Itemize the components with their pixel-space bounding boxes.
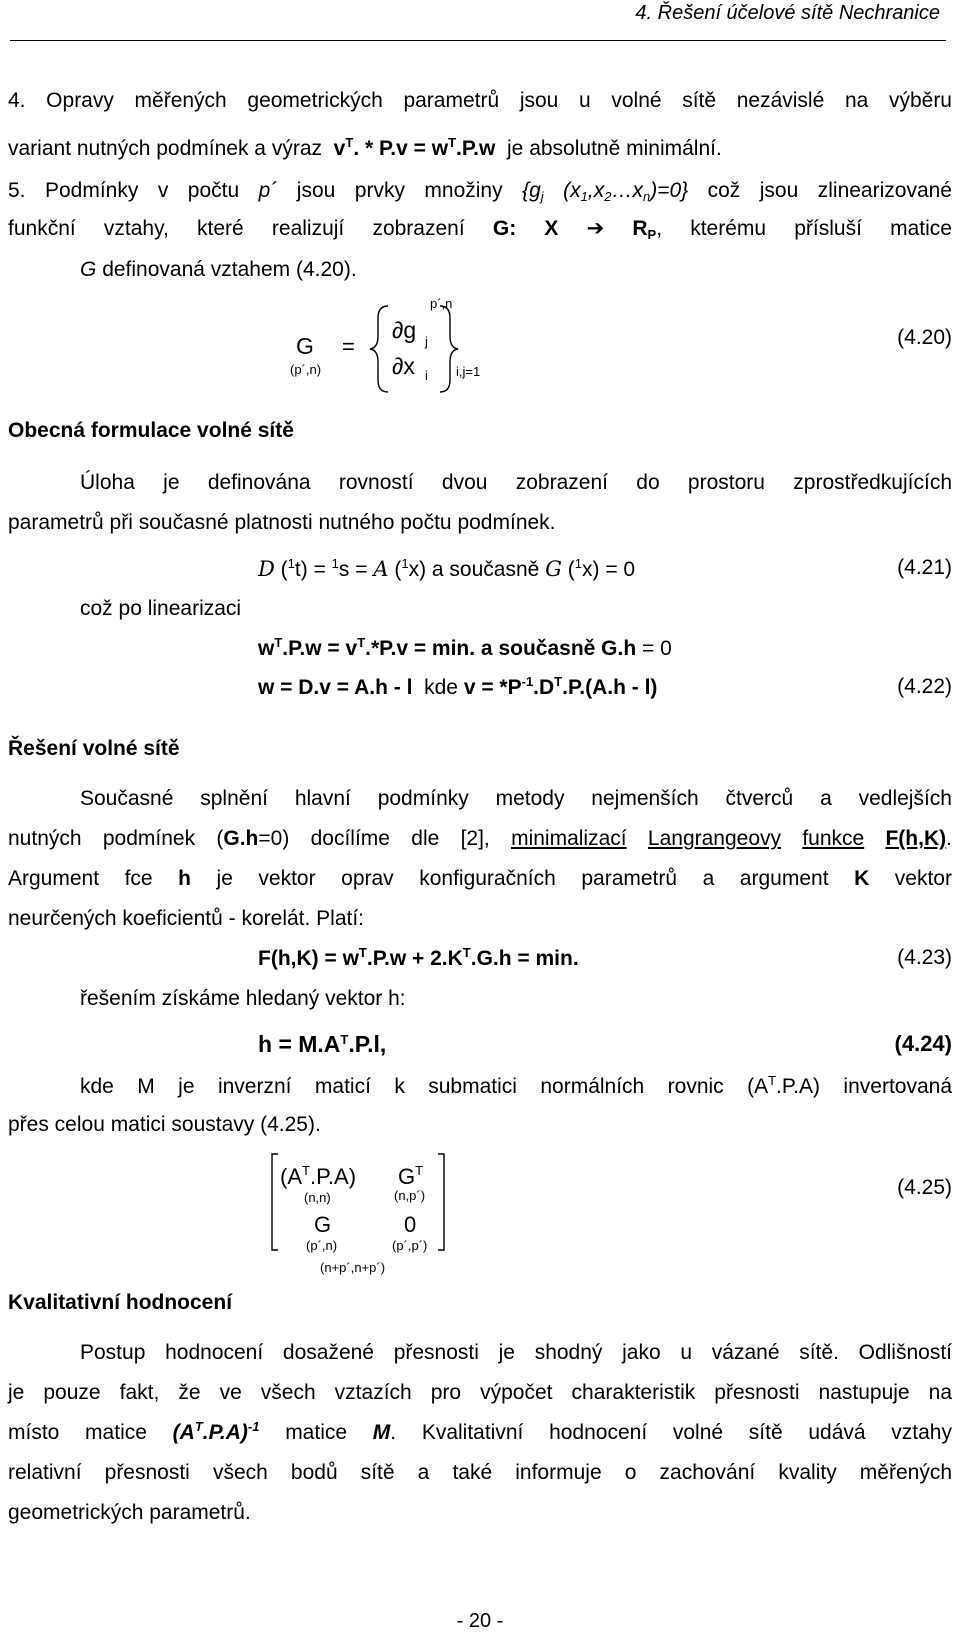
item4-line1: 4. Opravy měřených geometrických parametrů jsou u volné sítě nezávislé na výběru — [8, 89, 952, 112]
eq422a-sup1: T — [274, 635, 283, 650]
sec2-l3-c: je vektor oprav konfiguračních parametrů a argument — [216, 867, 829, 890]
sec3-l3-sup1: T — [194, 1419, 203, 1434]
eq424-sup: T — [340, 1032, 349, 1047]
eq425-m11: $(A^T.P.A)$ — [280, 1163, 357, 1189]
sec2-l2-F: F(h,K) — [885, 827, 947, 850]
eq421-s4: 1 — [574, 556, 582, 571]
item5-l1-x1: 1 — [580, 189, 588, 204]
eq422b-kde: kde — [424, 676, 458, 699]
item5-l1-g: {g — [522, 179, 541, 202]
sec2-line4: neurčených koeficientů - korelát. Platí: — [8, 907, 365, 930]
item5-l2-map: G: X — [492, 217, 559, 240]
eq425-m21-sub: (p´,n) — [306, 1238, 338, 1253]
sec2-l2-a: nutných podmínek ( — [8, 827, 224, 850]
item5-l1-xn: …x — [611, 179, 643, 202]
section-heading-qualitative: Kvalitativní hodnocení — [8, 1291, 233, 1314]
eq421-s3: 1 — [401, 556, 409, 571]
eq421-t2: s = — [338, 558, 374, 581]
item5-l1-gsub: j — [540, 189, 544, 204]
solve-text: řešením získáme hledaný vektor h: — [80, 987, 406, 1010]
eq423-sup1: T — [358, 945, 367, 960]
eq420-label: (4.20) — [897, 326, 952, 349]
sec3-l3-a: místo matice — [8, 1421, 147, 1444]
equation-4-22b — [258, 675, 960, 701]
eq424-b: .P.l, — [348, 1031, 387, 1057]
item4-expr-sup2: T — [448, 135, 457, 150]
eq421-t4: x) = 0 — [582, 558, 636, 581]
eq420-num: ∂g — [392, 317, 417, 343]
sec2b-l1-a: kde M je inverzní maticí k submatici normálních rovnic (A — [80, 1075, 769, 1098]
eq423-c: .G.h = min. — [470, 947, 579, 970]
eq420-left-brace — [370, 306, 388, 392]
eq425-m11-sub: (n,n) — [304, 1190, 331, 1205]
eq425-m22-sub: (p´,p´) — [392, 1238, 428, 1253]
item5-l1-x2a: ,x — [587, 179, 605, 202]
sec2b-l1-b: .P.A) invertovaná — [776, 1075, 953, 1098]
eq424-a: h = M.A — [258, 1031, 341, 1057]
eq421-A: A — [373, 557, 389, 581]
item4-line2-post: je absolutně minimální. — [507, 137, 722, 160]
eq421-p2: ( — [388, 558, 402, 581]
eq420-G-sub: (p´,n) — [290, 362, 322, 377]
eq422b-a: w = D.v = A.h - l — [258, 676, 413, 699]
item5-l1-m: což jsou zlinearizované — [707, 179, 952, 202]
equation-4-20 — [270, 292, 550, 402]
eq421-G: G — [545, 557, 562, 581]
item5-line3 — [80, 257, 960, 283]
sec3-line4: relativní přesnosti všech bodů sítě a také informuje o zachování kvality měřených — [8, 1461, 952, 1484]
eq425-m12-sub: (n,p´) — [394, 1188, 426, 1203]
eq422-label: (4.22) — [897, 675, 952, 698]
eq422a-sup2: T — [357, 635, 366, 650]
arrow-right-icon: ➔ — [586, 217, 605, 240]
eq421-p3: ( — [561, 558, 575, 581]
sec2b-l1-sup: T — [768, 1073, 777, 1088]
eq423-b: .P.w + 2.K — [366, 947, 463, 970]
item5-l1-n: n — [642, 189, 651, 204]
sec3-l3-c: .P.A) — [202, 1421, 248, 1444]
sec2-l2-dot: . — [946, 827, 952, 850]
running-header: 4. Řešení účelové sítě Nechranice — [635, 2, 940, 24]
eq422b-d: .D — [533, 676, 555, 699]
section-heading-general: Obecná formulace volné sítě — [8, 419, 294, 442]
eq425-m22: 0 — [404, 1212, 417, 1237]
eq420-sup: p´,n — [430, 296, 453, 311]
sec1-line1: Úloha je definována rovností dvou zobrazení do prostoru zprostředkujících — [80, 471, 952, 494]
item4-line2-pre: variant nutných podmínek a výraz — [8, 137, 322, 160]
item5-line2 — [8, 216, 952, 242]
eq422b-c: v = *P — [463, 676, 522, 699]
eq422a-w: w — [258, 637, 275, 660]
sec2-l2-c: =0) docílíme dle [2], — [258, 827, 490, 850]
eq423-a: F(h,K) = w — [258, 947, 359, 970]
item5-l2-a: funkční vztahy, které realizují zobrazení — [8, 217, 465, 240]
eq422b-sup2: T — [554, 674, 563, 689]
eq425-m12: $G^T$ — [398, 1163, 424, 1189]
eq423-label: (4.23) — [897, 946, 952, 969]
eq421-label: (4.21) — [897, 556, 952, 579]
item5-l2-Rsub: P — [647, 227, 657, 242]
sec3-l3-M: M — [372, 1421, 391, 1444]
eq421-s2: 1 — [331, 556, 339, 571]
eq421-D: D — [258, 557, 275, 581]
sec3-line2: je pouze fakt, že ve všech vztazích pro výpočet charakteristik přesnosti nastupuje na — [8, 1381, 952, 1404]
sec2-l2-Gh: G.h — [223, 827, 259, 850]
header-rule — [10, 40, 946, 41]
eq421-t1: t) = — [294, 558, 332, 581]
eq425-m21: G — [314, 1212, 332, 1237]
eq420-G: G — [296, 333, 314, 359]
sec2-l2-min: minimalizací — [511, 827, 627, 850]
sec3-l3-sup2: -1 — [247, 1419, 260, 1434]
item5-l1-p: p´ — [258, 179, 278, 202]
eq421-t3: x) a současně — [408, 558, 546, 581]
item5-l2-R: R — [632, 217, 648, 240]
sec2-l2-fn: funkce — [802, 827, 865, 850]
item5-l2-e: , kterému přísluší matice — [656, 217, 952, 240]
sec3-l3-d: matice — [285, 1421, 348, 1444]
page-number: - 20 - — [456, 1610, 504, 1632]
sec2-line2 — [8, 826, 952, 852]
equation-4-21 — [258, 556, 960, 582]
eq422b-sup1: -1 — [521, 674, 534, 689]
eq425-dim: (n+p´,n+p´) — [320, 1260, 386, 1275]
sec2-l3-e: vektor — [894, 867, 952, 890]
eq424-label: (4.24) — [894, 1031, 952, 1056]
sec2-l3-a: Argument fce — [8, 867, 153, 890]
item4-expr-v: v — [333, 137, 346, 160]
eq422a-b: .P.w = v — [282, 637, 358, 660]
sec2-l3-h: h — [178, 867, 191, 890]
eq425-left-bracket — [272, 1154, 278, 1250]
eq420-equals: = — [342, 334, 355, 359]
item5-l1-a: 5. Podmínky v počtu — [8, 179, 240, 202]
sec3-line1: Postup hodnocení dosažené přesnosti je shodný jako u vázané sítě. Odlišností — [80, 1341, 952, 1364]
item4-expr-end: .P.w — [456, 137, 496, 160]
item5-l1-x: (x — [563, 179, 581, 202]
sec2-l3-K: K — [854, 867, 870, 890]
equation-4-25 — [270, 1150, 510, 1278]
eq420-right-brace — [440, 306, 458, 392]
eq425-right-bracket — [438, 1154, 444, 1250]
equation-4-24 — [258, 1031, 960, 1057]
sec2-line1: Současné splnění hlavní podmínky metody nejmenších čtverců a vedlejších — [80, 787, 952, 810]
equation-4-22a — [258, 636, 960, 662]
sec3-line5: geometrických parametrů. — [8, 1501, 251, 1524]
item5-l1-x2: 2 — [604, 189, 612, 204]
item4-expr-mid: . * P.v = w — [353, 137, 449, 160]
sec3-line3 — [8, 1420, 952, 1446]
sec2-l2-lang: Langrangeovy — [647, 827, 782, 850]
eq420-num-sub: j — [425, 334, 428, 349]
eq420-den-sub: i — [425, 368, 428, 383]
item5-l3-b: definovaná vztahem (4.20). — [102, 258, 357, 281]
item5-l3-G: G — [80, 258, 97, 281]
item5-l1-c: jsou prvky množiny — [296, 179, 503, 202]
item4-line2 — [8, 136, 952, 162]
eq423-sup2: T — [462, 945, 471, 960]
item5-line1 — [8, 178, 952, 204]
sec3-l3-b: (A — [172, 1421, 195, 1444]
eq425-label: (4.25) — [897, 1176, 952, 1199]
eq421-p1: ( — [274, 558, 288, 581]
eq420-den: ∂x — [392, 353, 415, 379]
item5-l1-close: )=0} — [650, 179, 689, 202]
item4-expr-sup1: T — [345, 135, 354, 150]
equation-4-23 — [258, 946, 960, 972]
eq421-s1: 1 — [287, 556, 295, 571]
sec1-line2: parametrů při současné platnosti nutného počtu podmínek. — [8, 511, 556, 534]
linearization-text: což po linearizaci — [80, 597, 242, 620]
eq420-sub: i,j=1 — [456, 364, 481, 379]
sec2-line3 — [8, 866, 952, 892]
eq422a-e: = 0 — [642, 637, 672, 660]
section-heading-solution: Řešení volné sítě — [8, 737, 180, 760]
sec2b-line1 — [80, 1074, 952, 1100]
eq422a-Gh: G.h — [601, 637, 637, 660]
eq422b-e: .P.(A.h - l) — [562, 676, 658, 699]
eq422a-c: .*P.v = min. a současně — [365, 637, 596, 660]
sec2b-line2: přes celou matici soustavy (4.25). — [8, 1113, 321, 1136]
sec3-l3-f: . Kvalitativní hodnocení volné sítě udává vztahy — [390, 1421, 952, 1444]
